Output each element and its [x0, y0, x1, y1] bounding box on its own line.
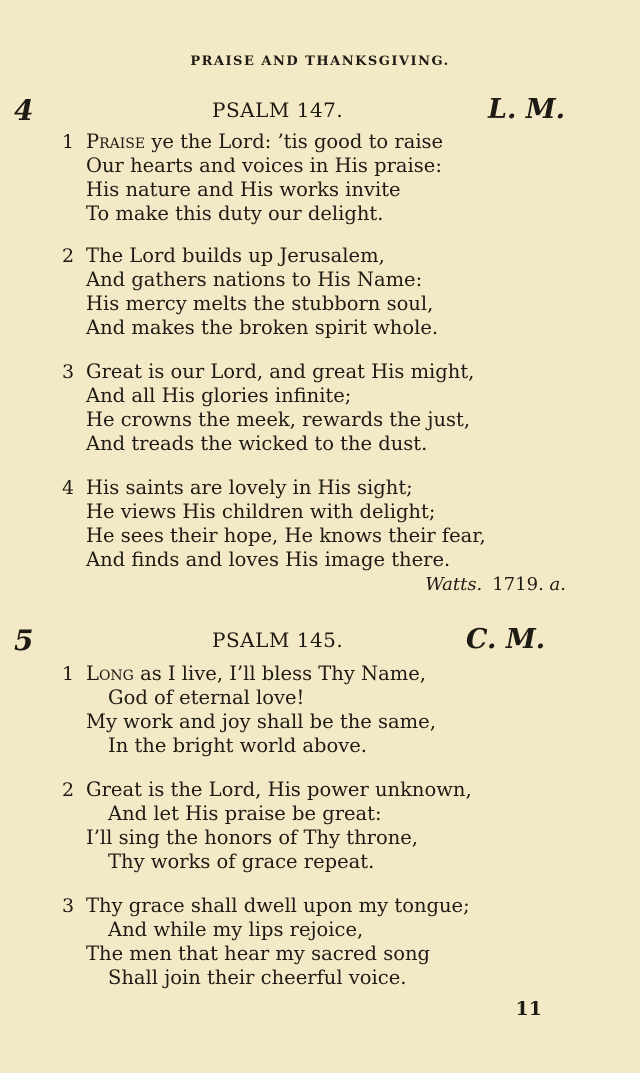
- verse-line: To make this duty our delight.: [86, 202, 384, 225]
- verse-line: [86, 662, 426, 686]
- verse-line: Shall join their cheerful voice.: [108, 966, 407, 989]
- hymn-number: 5: [14, 624, 34, 657]
- line-text: Great is the Lord, His power unknown,: [86, 778, 472, 801]
- hymn-meter: C. M.: [466, 624, 546, 655]
- hymn-title: PSALM 147.: [212, 98, 344, 122]
- verse-line: [86, 476, 413, 500]
- verse-line: The men that hear my sacred song: [86, 942, 430, 965]
- attribution: [425, 574, 566, 595]
- running-head: PRAISE AND THANKSGIVING.: [190, 54, 450, 69]
- verse-line: He sees their hope, He knows their fear,: [86, 524, 486, 547]
- attribution-suffix: a.: [549, 574, 566, 595]
- stanza-number: 1: [62, 663, 75, 685]
- verse-line: And let His praise be great:: [108, 802, 382, 825]
- hymn-title: PSALM 145.: [212, 628, 344, 652]
- verse-line: And makes the broken spirit whole.: [86, 316, 439, 339]
- verse-line: He views His children with delight;: [86, 500, 436, 523]
- verse-line: His nature and His works invite: [86, 178, 401, 201]
- stanza-number: 4: [62, 477, 75, 499]
- stanza-number: 3: [62, 361, 75, 383]
- verse-line: [86, 244, 385, 268]
- hymn-number: 4: [14, 94, 34, 127]
- initial-word: Long: [86, 662, 134, 685]
- verse-line: And finds and loves His image there.: [86, 548, 451, 571]
- verse-line: And while my lips rejoice,: [108, 918, 364, 941]
- verse-line: And gathers nations to His Name:: [86, 268, 423, 291]
- verse-line: And all His glories infinite;: [86, 384, 352, 407]
- verse-line: [86, 894, 470, 918]
- verse-line: I’ll sing the honors of Thy throne,: [86, 826, 419, 849]
- verse-line: [86, 130, 443, 154]
- verse-line: And treads the wicked to the dust.: [86, 432, 428, 455]
- verse-line: His mercy melts the stubborn soul,: [86, 292, 434, 315]
- line-text: The Lord builds up Jerusalem,: [86, 244, 385, 267]
- line-text: ye the Lord: ’tis good to raise: [145, 130, 444, 153]
- verse-line: Thy works of grace repeat.: [108, 850, 375, 873]
- stanza-number: 3: [62, 895, 75, 917]
- verse-line: [86, 778, 472, 802]
- verse-line: My work and joy shall be the same,: [86, 710, 436, 733]
- hymn-header: [0, 94, 640, 128]
- verse-line: He crowns the meek, rewards the just,: [86, 408, 471, 431]
- line-text: His saints are lovely in His sight;: [86, 476, 413, 499]
- line-text: Thy grace shall dwell upon my tongue;: [86, 894, 470, 917]
- author-name: Watts.: [425, 574, 483, 595]
- hymn-header: [0, 624, 640, 658]
- line-text: as I live, I’ll bless Thy Name,: [133, 662, 426, 685]
- stanza-number: 2: [62, 779, 75, 801]
- verse-line: [86, 360, 474, 384]
- verse-line: In the bright world above.: [108, 734, 367, 757]
- stanza-number: 1: [62, 131, 75, 153]
- verse-line: God of eternal love!: [108, 686, 305, 709]
- page-number: 11: [515, 998, 542, 1020]
- verse-line: Our hearts and voices in His praise:: [86, 154, 442, 177]
- line-text: Great is our Lord, and great His might,: [86, 360, 475, 383]
- hymn-meter: L. M.: [488, 94, 566, 125]
- stanza-number: 2: [62, 245, 75, 267]
- initial-word: Praise: [86, 130, 146, 153]
- attribution-year: 1719.: [492, 574, 544, 595]
